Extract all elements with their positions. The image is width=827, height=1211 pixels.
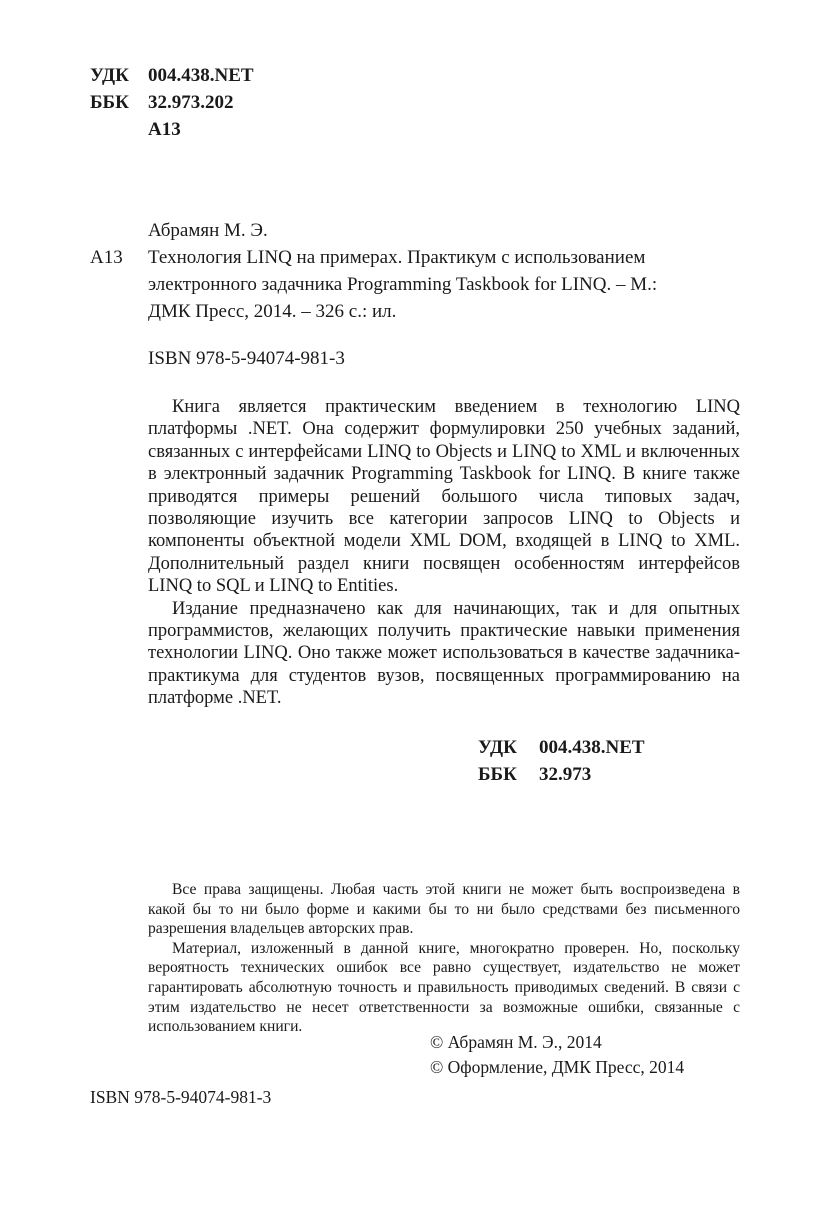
entry-line: электронного задачника Programming Taskbook for LINQ. – М.:: [148, 274, 658, 295]
udk-value: 004.438.NET: [148, 65, 254, 86]
entry-cutter-code: А13: [90, 247, 123, 268]
entry-line: Технология LINQ на примерах. Практикум с использованием: [148, 247, 646, 268]
isbn: ISBN 978-5-94074-981-3: [148, 348, 345, 369]
copyright-author: © Абрамян М. Э., 2014: [430, 1032, 602, 1052]
bbk-value: 32.973: [539, 764, 592, 785]
annotation-paragraph: Книга является практическим введением в технологию LINQ платформы .NET. Она содержит формулировки 250 учебных заданий, связанных с интерфейсами LINQ to Objects и LINQ to XML и включенных в электронный задачник Programming Taskbook for LINQ. В книге также приводятся примеры решений большого числа типовых задач, позволяющие изучить все категории запросов LINQ to Objects и компоненты объектной модели XML DOM, входящей в LINQ to XML. Дополнительный раздел книги посвящен особенностям интерфейсов LINQ to SQL и LINQ to Entities.: [148, 397, 740, 597]
annotation: [148, 396, 740, 710]
copyright-design: © Оформление, ДМК Пресс, 2014: [430, 1057, 685, 1077]
udk-row: [478, 734, 645, 761]
udk-label: УДК: [478, 737, 517, 758]
bibliographic-entry: [148, 244, 740, 325]
bbk-label: ББК: [90, 92, 129, 113]
bbk-row: [478, 761, 645, 788]
udk-row: [90, 62, 254, 89]
copyright-block: [430, 1030, 684, 1080]
udk-label: УДК: [90, 65, 129, 86]
classification-codes-bottom: [478, 734, 645, 788]
entry-line: ДМК Пресс, 2014. – 326 с.: ил.: [148, 301, 397, 322]
udk-value: 004.438.NET: [539, 737, 645, 758]
cutter-row: [90, 116, 254, 143]
cutter-code: А13: [148, 119, 181, 140]
author-name: Абрамян М. Э.: [148, 220, 268, 241]
classification-codes: [90, 62, 254, 143]
notice-paragraph: Материал, изложенный в данной книге, многократно проверен. Но, поскольку вероятность технических ошибок все равно существует, издательство не может гарантировать абсолютную точность и правильность приводимых сведений. В связи с этим издательство не несет ответственности за возможные ошибки, связанные с использованием книги.: [148, 939, 740, 1036]
footer-isbn: ISBN 978-5-94074-981-3: [90, 1087, 272, 1107]
rights-notice: [148, 880, 740, 1037]
annotation-paragraph: Издание предназначено как для начинающих, так и для опытных программистов, желающих получить практические навыки применения технологии LINQ. Оно также может использоваться в качестве задачника-практикума для студентов вузов, посвященных программированию на платформе .NET.: [148, 598, 740, 709]
bbk-row: [90, 89, 254, 116]
bbk-value: 32.973.202: [148, 92, 234, 113]
notice-paragraph: Все права защищены. Любая часть этой книги не может быть воспроизведена в какой бы то ни было форме и какими бы то ни было средствами без письменного разрешения владельцев авторских прав.: [148, 881, 740, 938]
bbk-label: ББК: [478, 764, 517, 785]
